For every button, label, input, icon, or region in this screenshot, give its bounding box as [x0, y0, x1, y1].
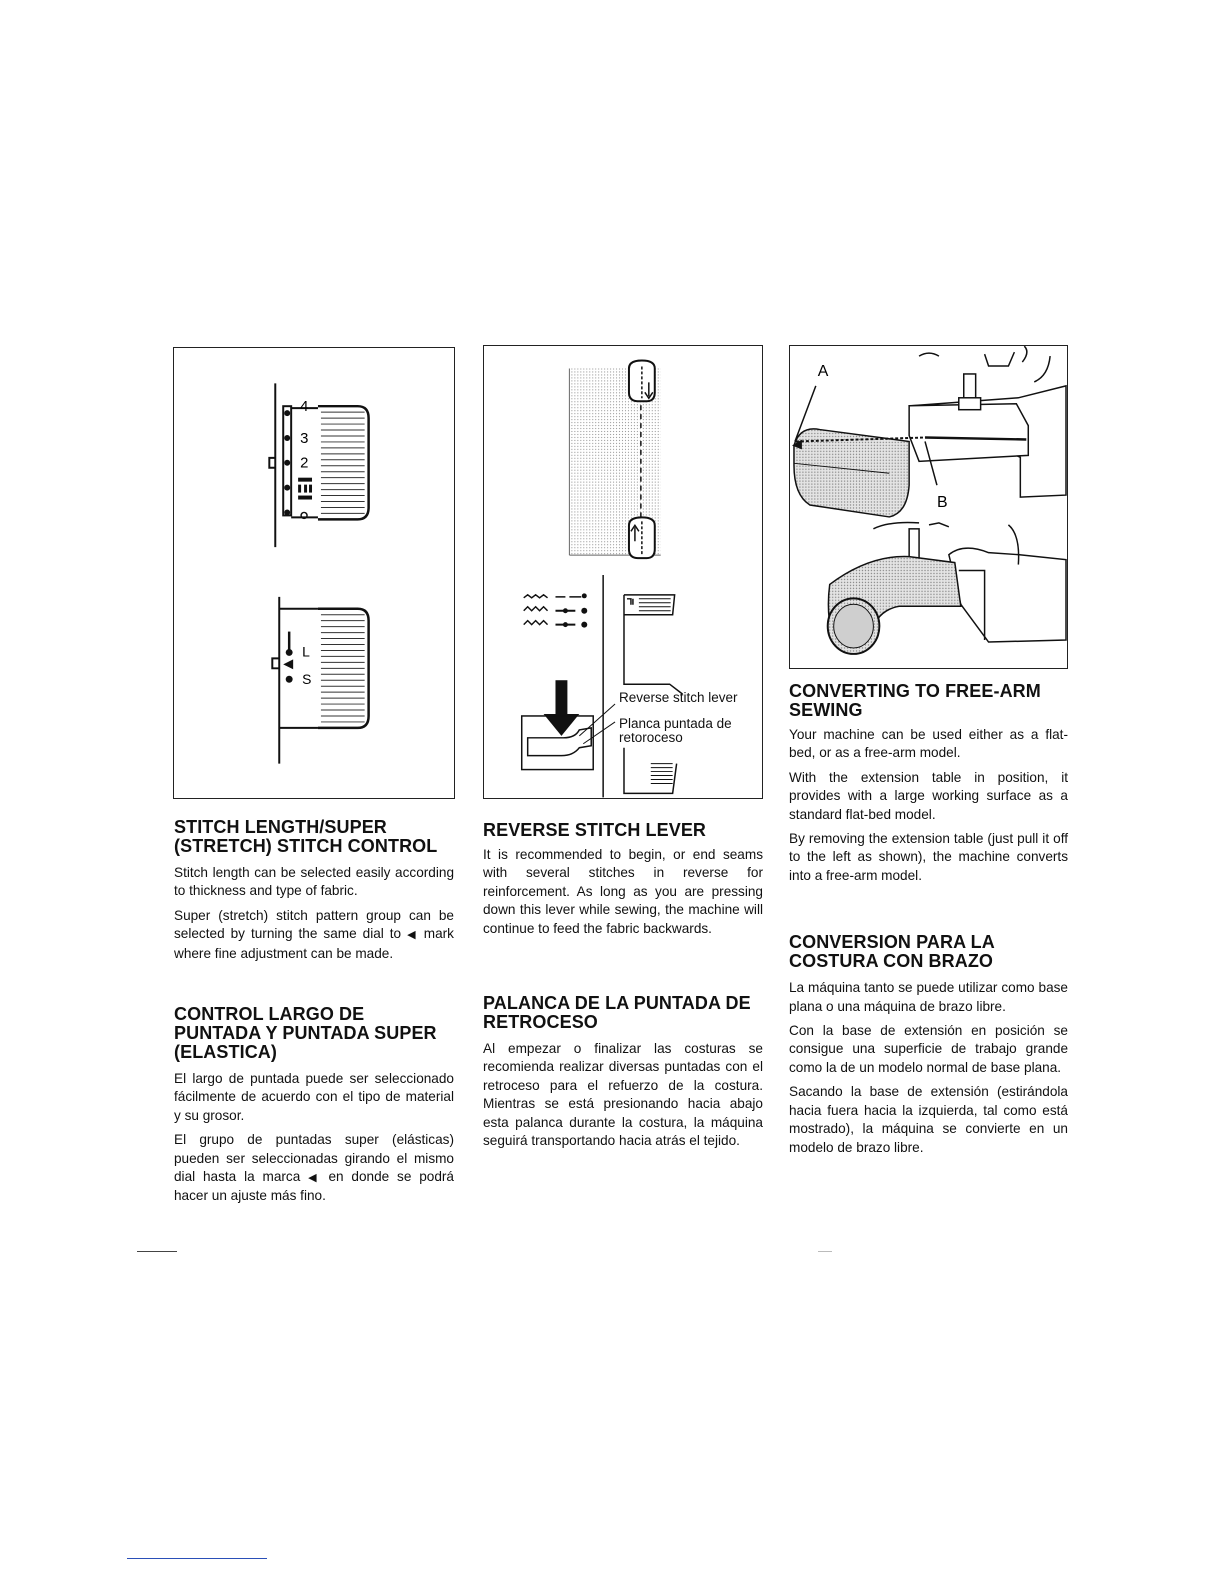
column-reverse-stitch — [483, 821, 763, 1150]
stitch-length-para1-es: El largo de puntada puede ser seleccionado fácilmente de acuerdo con el tipo de material y su grosor. — [174, 1071, 454, 1123]
stitch-length-title-es-line2: PUNTADA Y PUNTADA SUPER — [174, 1023, 437, 1044]
dial-letter-l: L — [302, 643, 310, 660]
figure-reverse-stitch-lever — [483, 345, 763, 799]
text-run: mark where fine adjustment can be made. — [174, 926, 454, 961]
reverse-lever-label-es-line1: Planca puntada de — [619, 716, 732, 731]
stitch-length-title-en-line1: STITCH LENGTH/SUPER — [174, 817, 387, 837]
reverse-lever-label-es-line2: retoroceso — [619, 730, 683, 745]
text-run: El grupo de puntadas super (elásticas) pueden ser seleccionadas girando el mismo dial hasta la marca — [174, 1132, 454, 1185]
dial-number-2: 2 — [300, 455, 309, 472]
column-stitch-length — [174, 818, 454, 1206]
figure-stitch-length-dial — [173, 347, 455, 799]
label-b: B — [936, 494, 948, 511]
free-arm-title-en — [789, 682, 1068, 720]
column-free-arm — [789, 682, 1068, 1157]
free-arm-para2-en: With the extension table in position, it provides with a large working surface as a standard flat-bed model. — [789, 769, 1068, 822]
stitch-length-title-es — [174, 1005, 454, 1062]
free-arm-title-en-line1: CONVERTING TO FREE-ARM — [789, 681, 1041, 701]
free-arm-para3-es: Sacando la base de extensión (estirándola hacia fuera hacia la izquierda, tal como está mostrado), la máquina se convierte en un modelo de brazo libre. — [789, 1084, 1068, 1155]
stitch-length-para1-en: Stitch length can be selected easily according to thickness and type of fabric. — [174, 865, 454, 899]
free-arm-para3-en: By removing the extension table (just pull it off to the left as shown), the machine converts into a free-arm model. — [789, 831, 1068, 883]
free-arm-para1-es: La máquina tanto se puede utilizar como base plana o una máquina de brazo libre. — [789, 980, 1068, 1014]
label-a: A — [817, 362, 829, 380]
free-arm-para1-en: Your machine can be used either as a flat-bed, or as a free-arm model. — [789, 727, 1068, 761]
dial-number-3: 3 — [300, 430, 309, 447]
reverse-para1-en: It is recommended to begin, or end seams with several stitches in reverse for reinforcement. As long as you are pressing down this lever while sewing, the machine will continue to feed the fabric backwards. — [483, 847, 763, 936]
left-arrow-icon: ◀ — [407, 929, 418, 942]
stitch-length-title-es-line1: CONTROL LARGO DE — [174, 1004, 365, 1025]
stitch-length-title-es-line3: (ELASTICA) — [174, 1042, 277, 1063]
dial-number-4: 4 — [300, 399, 309, 416]
scan-mark-right — [818, 1251, 832, 1252]
free-arm-title-en-line2: SEWING — [789, 700, 863, 720]
text-run: Super (stretch) stitch pattern group can be selected by turning the same dial to — [174, 907, 454, 942]
reverse-para1-es: Al empezar o finalizar las costuras se recomienda realizar diversas puntadas con el retroceso para el refuerzo de la costura. Mientras se está presionando hacia abajo esta palanca durante la costura, la máquina seguirá transportando hacia atrás el tejido. — [483, 1041, 763, 1149]
free-arm-para2-es: Con la base de extensión en posición se consigue una superficie de trabajo grande como la de un modelo normal de base plana. — [789, 1023, 1068, 1075]
left-arrow-icon: ◀ — [308, 1172, 321, 1185]
scan-mark-left — [137, 1251, 177, 1252]
free-arm-title-es-line1: CONVERSION PARA LA — [789, 932, 995, 953]
free-arm-title-es — [789, 933, 1068, 971]
stitch-length-title-en — [174, 818, 454, 856]
stitch-dial-illustration — [174, 348, 454, 798]
stitch-length-para2-en — [174, 907, 454, 963]
reverse-title-es-line2: RETROCESO — [483, 1012, 598, 1033]
figure-free-arm-conversion — [789, 345, 1068, 669]
reverse-title-en: REVERSE STITCH LEVER — [483, 820, 707, 840]
reverse-lever-label-en: Reverse stitch lever — [619, 690, 738, 705]
stitch-length-title-en-line2: (STRETCH) STITCH CONTROL — [174, 836, 438, 856]
dial-letter-s: S — [302, 671, 312, 688]
reverse-title-es — [483, 994, 763, 1032]
reverse-title-es-line1: PALANCA DE LA PUNTADA DE — [483, 993, 751, 1014]
bottom-rule — [127, 1558, 267, 1559]
stitch-length-para2-es — [174, 1131, 454, 1206]
free-arm-illustration — [790, 346, 1067, 668]
free-arm-title-es-line2: COSTURA CON BRAZO — [789, 951, 994, 972]
text-run: en donde se podrá hacer un ajuste más fino. — [174, 1169, 454, 1204]
